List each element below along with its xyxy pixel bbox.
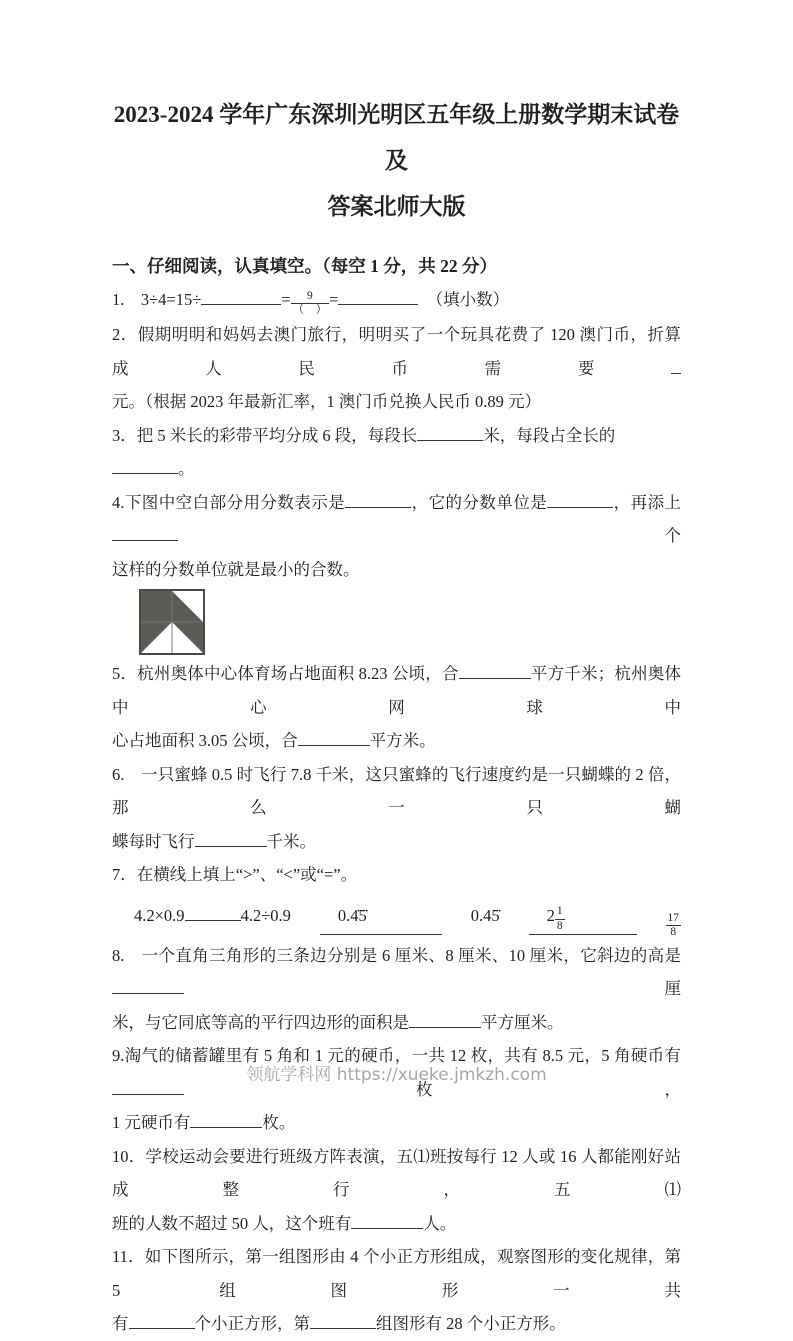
question-5-line-1 bbox=[112, 657, 681, 724]
question-4-figure bbox=[139, 589, 681, 655]
question-4-line-1 bbox=[112, 486, 681, 553]
answer-blank bbox=[351, 1214, 423, 1229]
q1-text-2: （填小数） bbox=[434, 290, 510, 309]
q4-text-4: 个 bbox=[178, 526, 681, 545]
q11-text-2: 有 bbox=[112, 1314, 129, 1334]
q2-text-2: 元。（根据 2023 年最新汇率，1 澳门币兑换人民币 0.89 元） bbox=[112, 392, 541, 411]
q7-text: 7．在横线上填上“>”、“<”或“=”。 bbox=[112, 865, 358, 884]
answer-blank bbox=[547, 493, 613, 508]
q6-text-2: 蝶每时飞行 bbox=[112, 831, 195, 851]
question-4-line-2 bbox=[112, 553, 681, 587]
section-1-heading: 一、仔细阅读，认真填空。（每空 1 分，共 22 分） bbox=[112, 256, 497, 276]
q8-text-3: 米，与它同底等高的平行四边形的面积是 bbox=[112, 1012, 409, 1032]
fraction-numerator: 9 bbox=[291, 290, 330, 304]
q2-text-1: 2．假期明明和妈妈去澳门旅行，明明买了一个玩具花费了 120 澳门币，折算成人民币需要 bbox=[112, 325, 681, 378]
q7-expr-1: 4.2×0.9 bbox=[134, 905, 185, 925]
title-line-1: 2023-2024 学年广东深圳光明区五年级上册数学期末试卷及 bbox=[113, 102, 680, 173]
answer-blank bbox=[417, 426, 483, 441]
q11-text-4: 组图形有 28 个小正方形。 bbox=[376, 1314, 566, 1334]
q11-text-3: 个小正方形，第 bbox=[194, 1314, 310, 1334]
answer-blank bbox=[195, 832, 267, 847]
q7-mixed-whole: 2 bbox=[546, 905, 555, 925]
q8-text-1: 8. 一个直角三角形的三条边分别是 6 厘米、8 厘米、10 厘米，它斜边的高是 bbox=[112, 945, 681, 965]
q4-text-5: 这样的分数单位就是最小的合数。 bbox=[112, 559, 360, 579]
q6-text-3: 千米。 bbox=[266, 831, 316, 851]
q8-text-2: 厘 bbox=[184, 979, 681, 999]
q3-text-1: 3．把 5 米长的彩带平均分成 6 段，每段长 bbox=[112, 425, 418, 445]
question-5-line-2 bbox=[112, 724, 681, 758]
title-line-2: 答案北师大版 bbox=[327, 194, 466, 219]
q7-repeating-decimal-2: 0.45̇ bbox=[470, 905, 500, 925]
question-6-line-1 bbox=[112, 758, 681, 825]
answer-blank bbox=[310, 1314, 376, 1329]
answer-blank bbox=[201, 290, 281, 305]
fraction-denominator: 8 bbox=[556, 919, 563, 932]
q7-mixed-fraction bbox=[555, 905, 565, 932]
fraction-numerator: 1 bbox=[555, 905, 565, 919]
answer-blank bbox=[459, 664, 531, 679]
question-7-items bbox=[112, 898, 681, 939]
fraction-denominator: （ ） bbox=[292, 304, 328, 317]
page-title bbox=[112, 0, 681, 230]
q5-text-3: 心占地面积 3.05 公顷，合 bbox=[112, 731, 298, 750]
answer-blank bbox=[671, 359, 681, 374]
question-10-line-2 bbox=[112, 1207, 681, 1241]
q3-text-2: 米，每段占全长的 bbox=[483, 425, 616, 445]
q7-repeating-decimal-1: 0.4̇5̇ bbox=[337, 905, 367, 925]
q1-equals-1: = bbox=[281, 290, 291, 309]
answer-blank bbox=[345, 493, 411, 508]
answer-blank bbox=[112, 979, 184, 994]
q9-text-3: 1 元硬币有 bbox=[112, 1113, 191, 1133]
answer-blank bbox=[185, 906, 241, 921]
question-8-line-2 bbox=[112, 1006, 681, 1040]
q4-text-1: 4.下图中空白部分用分数表示是 bbox=[112, 492, 346, 512]
q7-item-1 bbox=[134, 898, 291, 934]
question-3 bbox=[112, 419, 681, 486]
q6-text-1: 6. 一只蜜蜂 0.5 时飞行 7.8 千米，这只蜜蜂的飞行速度约是一只蝴蝶的 2 倍，那么一只蝴 bbox=[112, 764, 681, 817]
q3-text-3: 。 bbox=[178, 459, 195, 478]
answer-blank bbox=[338, 290, 418, 305]
question-9-line-2 bbox=[112, 1106, 681, 1140]
answer-blank bbox=[298, 731, 370, 746]
q7-expr-2: 4.2÷0.9 bbox=[240, 905, 291, 925]
q11-text-1: 11．如下图所示，第一组图形由 4 个小正方形组成，观察图形的变化规律，第 5 组图形一共 bbox=[112, 1247, 681, 1300]
q9-text-1: 9.淘气的储蓄罐里有 5 角和 1 元的硬币，一共 12 枚，共有 8.5 元，5 角硬币有 bbox=[112, 1046, 681, 1066]
fraction-numerator: 17 bbox=[666, 912, 682, 926]
q1-equals-2: = bbox=[329, 290, 339, 309]
q10-text-2: 班的人数不超过 50 人，这个班有 bbox=[112, 1213, 352, 1233]
q10-text-1: 10．学校运动会要进行班级方阵表演，五⑴班按每行 12 人或 16 人都能刚好站成整行，五⑴ bbox=[112, 1146, 681, 1200]
question-1 bbox=[112, 282, 681, 318]
q4-text-3: ，再添上 bbox=[613, 492, 682, 512]
q8-text-4: 平方厘米。 bbox=[481, 1012, 564, 1032]
q9-text-4: 枚。 bbox=[262, 1113, 296, 1133]
answer-blank bbox=[320, 898, 442, 935]
q5-text-4: 平方米。 bbox=[369, 731, 436, 750]
question-2-line-2 bbox=[112, 385, 681, 419]
q5-text-1: 5．杭州奥体中心体育场占地面积 8.23 公顷，合 bbox=[112, 664, 459, 683]
question-7-heading bbox=[112, 858, 681, 892]
answer-blank bbox=[112, 459, 178, 474]
fraction-square-figure bbox=[139, 589, 205, 655]
fraction-denominator: 8 bbox=[670, 925, 677, 938]
answer-blank bbox=[112, 526, 178, 541]
q5-text-2: 平方千米；杭州奥体中心网球中 bbox=[112, 664, 682, 717]
question-10-line-1 bbox=[112, 1140, 681, 1207]
q10-text-3: 人。 bbox=[423, 1213, 457, 1233]
q7-fraction-17-8 bbox=[666, 912, 682, 939]
q1-fraction bbox=[291, 290, 330, 317]
answer-blank bbox=[529, 898, 637, 935]
question-6-line-2 bbox=[112, 825, 681, 859]
question-11-line-1 bbox=[112, 1240, 681, 1307]
answer-blank bbox=[129, 1314, 195, 1329]
question-8-line-1 bbox=[112, 939, 681, 1006]
q1-text-1: 1. 3÷4=15÷ bbox=[112, 290, 202, 309]
question-11-line-2 bbox=[112, 1307, 681, 1341]
question-2-line-1 bbox=[112, 318, 681, 385]
answer-blank bbox=[190, 1113, 262, 1128]
q9-text-2: 枚， bbox=[184, 1079, 681, 1099]
q4-text-2: ，它的分数单位是 bbox=[411, 492, 548, 512]
answer-blank bbox=[409, 1013, 481, 1028]
site-watermark: 领航学科网 https://xueke.jmkzh.com bbox=[246, 1065, 547, 1085]
